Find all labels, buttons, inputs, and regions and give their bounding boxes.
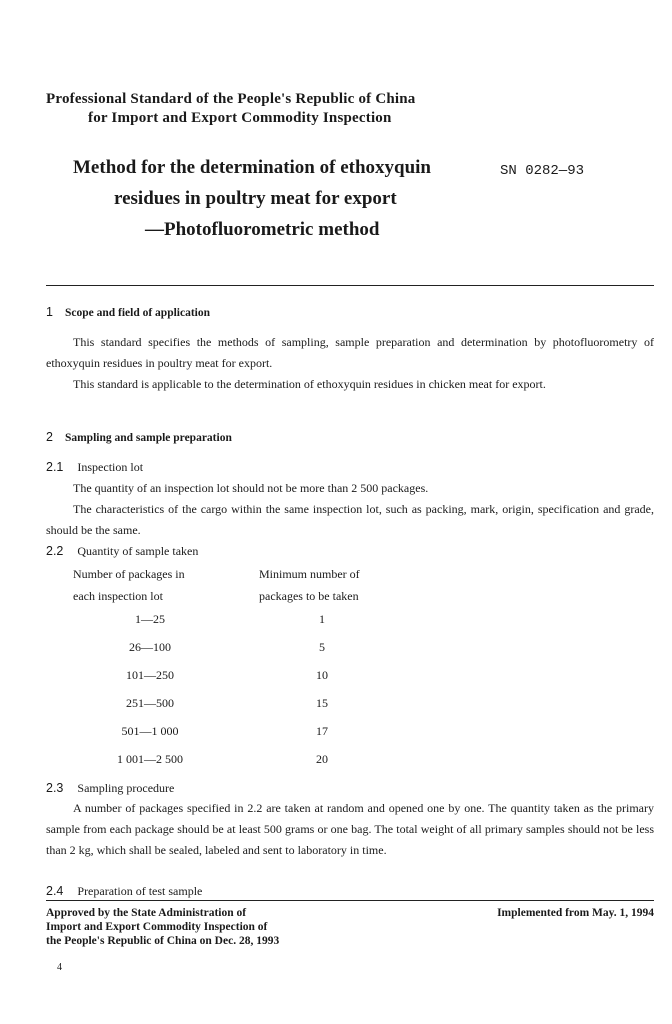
implementation-date: Implemented from May. 1, 1994 [497, 907, 654, 919]
section2-title: Sampling and sample preparation [64, 432, 232, 444]
title-line2: residues in poultry meat for export [114, 188, 397, 209]
approval-line1: Approved by the State Administration of [46, 907, 247, 919]
section2-4-number: 2.4 [46, 884, 64, 898]
section2-1-heading [46, 458, 143, 476]
page-number: 4 [57, 962, 62, 973]
table-row-1-taken: 1 [319, 612, 325, 626]
approval-line2: Import and Export Commodity Inspection of [46, 921, 268, 933]
section2-2-heading [46, 542, 198, 560]
section2-3-paragraph: A number of packages specified in 2.2 are taken at random and opened one by one. The quantity taken as the primary sample from each package should be at least 500 grams or one bag. The total weight of all primary samples should not be less than 2 kg, which shall be sealed, labeled and sent to laboratory in time. [46, 801, 654, 857]
section2-3-title: Sampling procedure [77, 781, 175, 795]
standard-issuer-line2: for Import and Export Commodity Inspection [88, 110, 392, 126]
table-row-1-packages: 1—25 [135, 612, 165, 626]
table-col2-header-line2: packages to be taken [259, 589, 359, 603]
section2-4-title: Preparation of test sample [77, 884, 203, 898]
section1-number: 1 [46, 305, 53, 319]
section2-1-paragraph-1: The quantity of an inspection lot should not be more than 2 500 packages. [73, 481, 429, 495]
section2-3-number: 2.3 [46, 781, 64, 795]
section2-1-number: 2.1 [46, 460, 64, 474]
section2-heading [46, 428, 232, 446]
table-row-6-packages: 1 001—2 500 [117, 752, 183, 766]
title-line1: Method for the determination of ethoxyquin [73, 157, 431, 178]
table-row-5-taken: 17 [316, 724, 328, 738]
section2-4-heading [46, 882, 202, 900]
title-line3: —Photofluorometric method [145, 219, 380, 240]
section2-number: 2 [46, 430, 53, 444]
section1-paragraph-2: This standard is applicable to the determination of ethoxyquin residues in chicken meat for export. [73, 377, 546, 391]
table-row-2-taken: 5 [319, 640, 325, 654]
table-row-6-taken: 20 [316, 752, 328, 766]
footer-divider [46, 900, 654, 901]
table-row-2-packages: 26—100 [129, 640, 171, 654]
section1-title: Scope and field of application [64, 307, 211, 319]
section1-paragraph-1: This standard specifies the methods of sampling, sample preparation and determination by photofluorometry of ethoxyquin residues in poultry meat for export. [46, 335, 654, 370]
standard-code: SN 0282—93 [500, 163, 585, 179]
table-row-4-taken: 15 [316, 696, 328, 710]
table-col2-header-line1: Minimum number of [259, 567, 360, 581]
section2-3-heading [46, 779, 174, 797]
section2-2-title: Quantity of sample taken [77, 544, 199, 558]
section2-2-number: 2.2 [46, 544, 64, 558]
section2-1-title: Inspection lot [77, 460, 144, 474]
header-divider [46, 285, 654, 286]
table-col1-header-line1: Number of packages in [73, 567, 185, 581]
section1-heading [46, 303, 210, 321]
table-row-5-packages: 501—1 000 [121, 724, 179, 738]
table-col1-header-line2: each inspection lot [73, 589, 163, 603]
standard-issuer-line1: Professional Standard of the People's Republic of China [46, 91, 416, 107]
approval-line3: the People's Republic of China on Dec. 28, 1993 [46, 935, 280, 947]
section2-1-paragraph-2: The characteristics of the cargo within the same inspection lot, such as packing, mark, origin, specification and grade, should be the same. [46, 502, 654, 537]
table-row-3-packages: 101—250 [126, 668, 174, 682]
table-row-3-taken: 10 [316, 668, 328, 682]
table-row-4-packages: 251—500 [126, 696, 174, 710]
